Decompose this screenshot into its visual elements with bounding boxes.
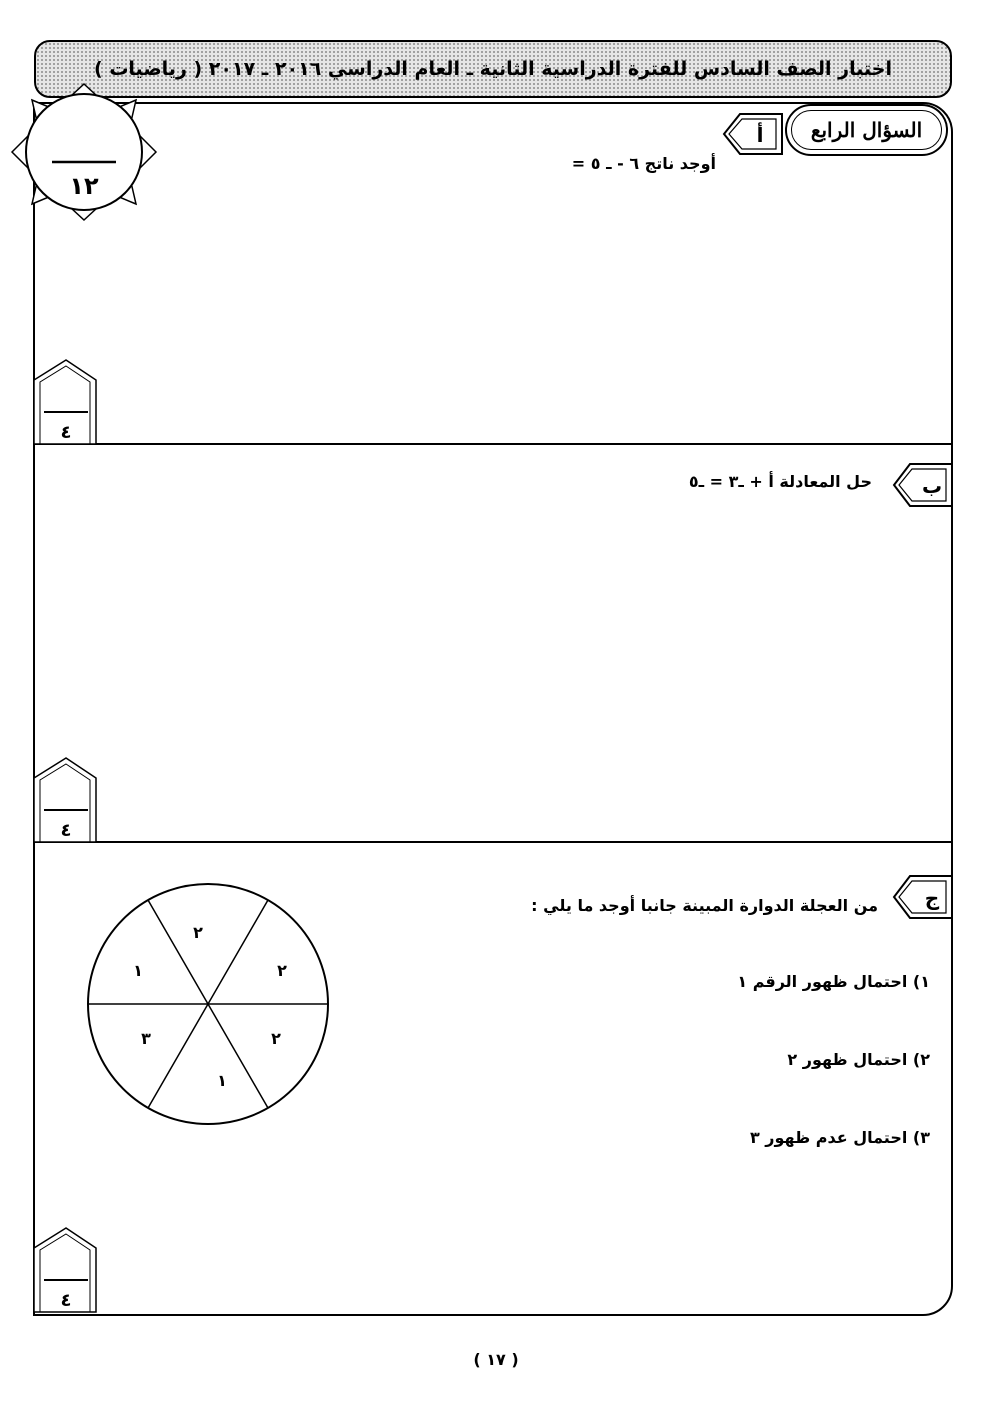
question-title-box	[785, 104, 948, 156]
part-c-label: ج	[924, 886, 940, 910]
part-c-score-box	[30, 1226, 102, 1314]
section-divider-ab	[34, 443, 952, 445]
part-b-prompt: حل المعادلة أ + ـ٣ = ـ٥	[688, 472, 872, 491]
spinner-sector-label: ٣	[141, 1029, 151, 1048]
total-score: ١٢	[69, 172, 99, 200]
spinner-sector-label: ١	[217, 1071, 227, 1090]
part-b-score-box	[30, 756, 102, 844]
page-number: ( ١٧ )	[473, 1350, 519, 1369]
part-b-score: ٤	[60, 820, 72, 841]
spinner-wheel	[80, 876, 336, 1136]
part-c-prompt: من العجلة الدوارة المبينة جانبا أوجد ما يلي :	[531, 896, 878, 915]
part-b-label: ب	[921, 474, 943, 498]
part-a-label: أ	[756, 123, 764, 147]
section-divider-bc	[34, 841, 952, 843]
part-c-item-2: ٢) احتمال ظهور ٢	[787, 1050, 930, 1069]
part-a-tag	[722, 110, 784, 158]
part-a-score-box	[30, 358, 102, 446]
part-a-score: ٤	[60, 422, 72, 443]
part-a-prompt: أوجد ناتج ٦ - ـ ٥ =	[571, 154, 716, 173]
spinner-sector-label: ١	[133, 961, 143, 980]
question-title: السؤال الرابع	[810, 118, 923, 142]
part-c-item-1: ١) احتمال ظهور الرقم ١	[737, 972, 930, 991]
part-b-tag	[892, 460, 954, 510]
spinner-sector-label: ٢	[271, 1029, 281, 1048]
spinner-sector-label: ٢	[277, 961, 287, 980]
spinner-sector-label: ٢	[193, 923, 203, 942]
part-c-score: ٤	[60, 1290, 72, 1311]
header-banner	[34, 40, 952, 98]
part-c-item-3: ٣) احتمال عدم ظهور ٣	[749, 1128, 930, 1147]
total-score-badge	[8, 82, 160, 222]
exam-title: اختبار الصف السادس للفترة الدراسية الثانية ـ العام الدراسي ٢٠١٦ ـ ٢٠١٧ ( رياضيات )	[94, 58, 892, 80]
part-c-tag	[892, 872, 954, 922]
